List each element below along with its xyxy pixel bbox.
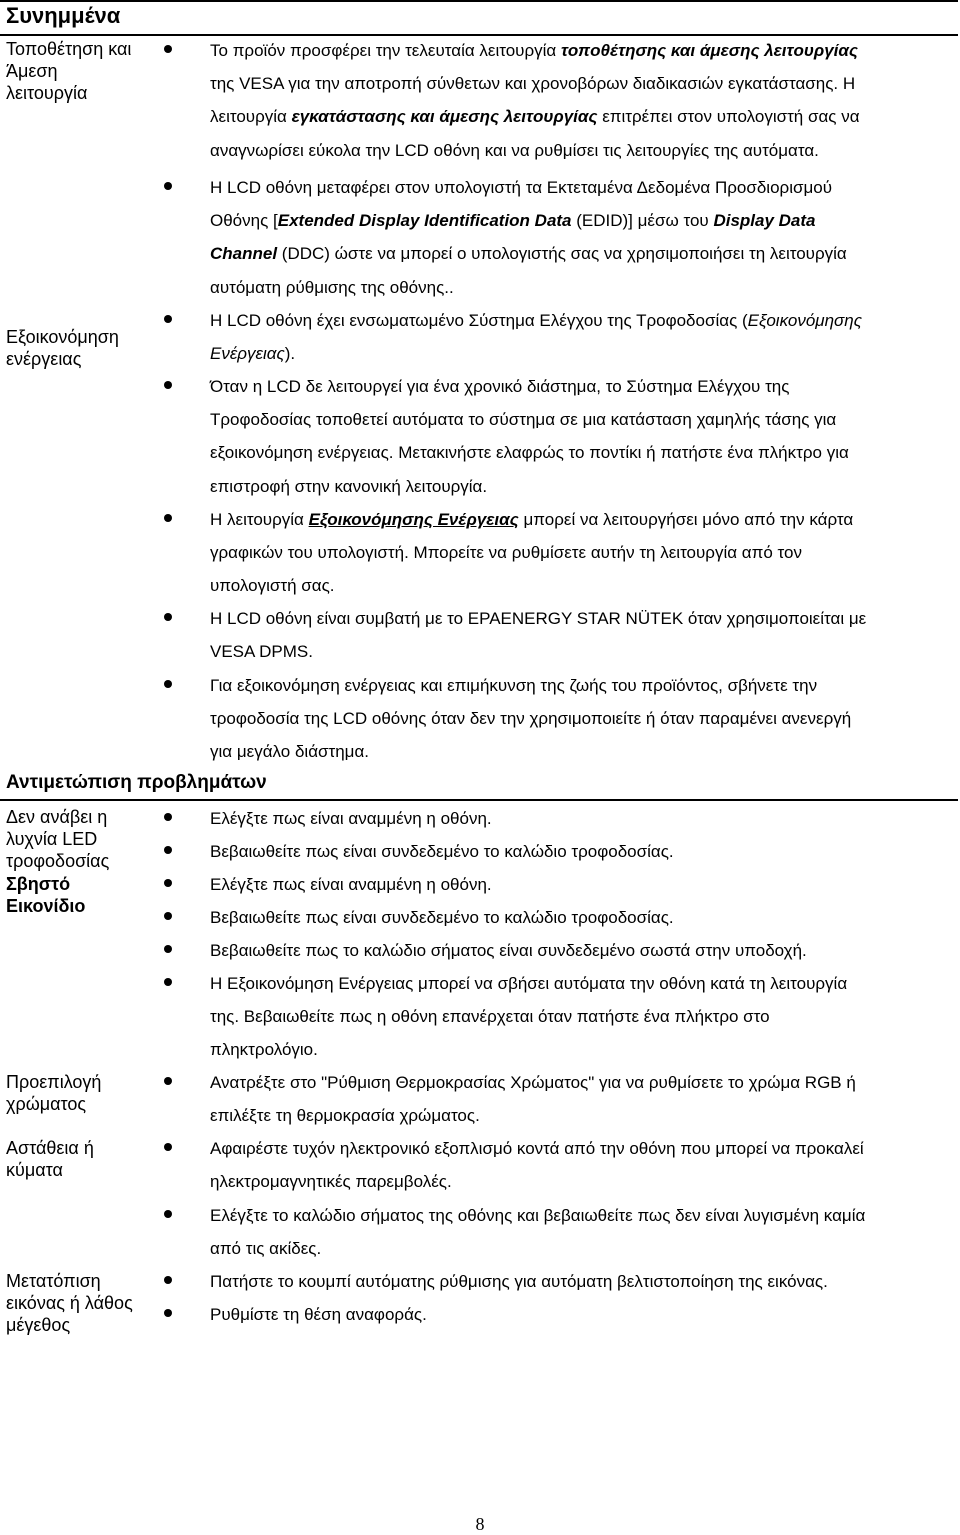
text-line: VESA DPMS. — [210, 642, 313, 661]
bullet-icon — [164, 680, 172, 688]
text-line: Για εξοικονόμηση ενέργειας και επιμήκυνση της ζωής του προϊόντος, σβήνετε την — [210, 676, 818, 695]
page-number: 8 — [475, 1514, 485, 1534]
section-rule — [0, 34, 958, 36]
bullet-icon — [164, 1077, 172, 1085]
bullet-icon — [164, 846, 172, 854]
text-line: Τροφοδοσίας τοποθετεί αυτόματα το σύστημα σε μια κατάσταση χαμηλής τάσης για — [210, 410, 837, 429]
section-rule — [0, 799, 958, 801]
label-plug-and-play: Τοποθέτηση και Άμεση λειτουργία — [6, 39, 132, 103]
text-line: Channel (DDC) ώστε να μπορεί ο υπολογιστής σας να χρησιμοποιήσει τη λειτουργία — [210, 244, 847, 263]
text-line: για μεγάλο διάστημα. — [210, 742, 370, 761]
text-line: υπολογιστή σας. — [210, 576, 335, 595]
text-line: ηλεκτρομαγνητικές παρεμβολές. — [210, 1172, 452, 1191]
text-line: Η LCD οθόνη έχει ενσωματωμένο Σύστημα Ελέγχου της Τροφοδοσίας (Εξοικονόμησης — [210, 311, 862, 330]
bullet-icon — [164, 182, 172, 190]
text-line: Βεβαιωθείτε πως είναι συνδεδεμένο το καλώδιο τροφοδοσίας. — [210, 842, 674, 861]
text-line: Η λειτουργία Εξοικονόμησης Ενέργειας μπορεί να λειτουργήσει μόνο από την κάρτα — [210, 510, 854, 529]
bullet-icon — [164, 1309, 172, 1317]
text-line: αναγνωρίσει εύκολα την LCD οθόνη και να ρυθμίσει τις λειτουργίες της αυτόματα. — [210, 141, 819, 160]
text-line: λειτουργία εγκατάστασης και άμεσης λειτουργίας επιτρέπει στον υπολογιστή σας να — [210, 107, 860, 126]
text-line: Βεβαιωθείτε πως το καλώδιο σήματος είναι συνδεδεμένο σωστά στην υποδοχή. — [210, 941, 807, 960]
label-color-preset: Προεπιλογή χρώματος — [6, 1072, 102, 1114]
text-line: αυτόματη ρύθμισης της οθόνης.. — [210, 278, 454, 297]
section-title-troubleshooting: Αντιμετώπιση προβλημάτων — [6, 772, 267, 793]
bullet-icon — [164, 912, 172, 920]
bullet-icon — [164, 813, 172, 821]
bullet-icon — [164, 45, 172, 53]
text-line: της VESA για την αποτροπή σύνθετων και χρονοβόρων διαδικασιών εγκατάστασης. Η — [210, 74, 856, 93]
text-line: Ελέγξτε πως είναι αναμμένη η οθόνη. — [210, 809, 492, 828]
bullet-icon — [164, 945, 172, 953]
text-line: πληκτρολόγιο. — [210, 1040, 318, 1059]
text-line: Όταν η LCD δε λειτουργεί για ένα χρονικό διάστημα, το Σύστημα Ελέγχου της — [210, 377, 790, 396]
bullet-icon — [164, 1210, 172, 1218]
text-line: εξοικονόμηση ενέργειας. Μετακινήστε ελαφρώς το ποντίκι ή πατήστε ένα πλήκτρο για — [210, 443, 849, 462]
bullet-icon — [164, 1276, 172, 1284]
text-line: Πατήστε το κουμπί αυτόματης ρύθμισης για αυτόματη βελτιστοποίηση της εικόνας. — [210, 1272, 828, 1291]
section-title-attachments: Συνημμένα — [6, 3, 121, 28]
label-power-saving: Εξοικονόμηση ενέργειας — [6, 327, 119, 369]
text-line: Ρυθμίστε τη θέση αναφοράς. — [210, 1305, 427, 1324]
text-line: Ελέγξτε το καλώδιο σήματος της οθόνης και βεβαιωθείτε πως δεν είναι λυγισμένη καμία — [210, 1206, 866, 1225]
text-line: Αφαιρέστε τυχόν ηλεκτρονικό εξοπλισμό κοντά από την οθόνη που μπορεί να προκαλεί — [210, 1139, 864, 1158]
text-line: της. Βεβαιωθείτε πως η οθόνη επανέρχεται όταν πατήστε ένα πλήκτρο στο — [210, 1007, 770, 1026]
label-blank-image: Σβηστό Εικονίδιο — [6, 874, 86, 916]
bullet-icon — [164, 315, 172, 323]
text-line: Οθόνης [Extended Display Identification Data (EDID)] μέσω του Display Data — [210, 211, 816, 230]
top-rule — [0, 0, 958, 2]
text-line: Το προϊόν προσφέρει την τελευταία λειτουργία τοποθέτησης και άμεσης λειτουργίας — [210, 41, 858, 60]
bullet-icon — [164, 1143, 172, 1151]
text-line: Η LCD οθόνη μεταφέρει στον υπολογιστή τα Εκτεταμένα Δεδομένα Προσδιορισμού — [210, 178, 833, 197]
text-line: επιστροφή στην κανονική λειτουργία. — [210, 477, 488, 496]
text-line: Βεβαιωθείτε πως είναι συνδεδεμένο το καλώδιο τροφοδοσίας. — [210, 908, 674, 927]
bullet-icon — [164, 613, 172, 621]
text-line: Η Εξοικονόμηση Ενέργειας μπορεί να σβήσει αυτόματα την οθόνη κατά τη λειτουργία — [210, 974, 848, 993]
text-line: επιλέξτε τη θερμοκρασία χρώματος. — [210, 1106, 480, 1125]
bullet-icon — [164, 381, 172, 389]
label-no-power-led: Δεν ανάβει η λυχνία LED τροφοδοσίας — [6, 807, 110, 871]
label-image-shift: Μετατόπιση εικόνας ή λάθος μέγεθος — [6, 1271, 133, 1335]
label-instability: Αστάθεια ή κύματα — [6, 1138, 94, 1180]
text-line: Ελέγξτε πως είναι αναμμένη η οθόνη. — [210, 875, 492, 894]
text-line: γραφικών του υπολογιστή. Μπορείτε να ρυθμίσετε αυτήν τη λειτουργία από τον — [210, 543, 802, 562]
bullet-icon — [164, 978, 172, 986]
text-line: Η LCD οθόνη είναι συμβατή με το EPAENERGY STAR NÜTEK όταν χρησιμοποιείται με — [210, 609, 867, 628]
bullet-icon — [164, 879, 172, 887]
text-line: Ανατρέξτε στο "Ρύθμιση Θερμοκρασίας Χρώματος" για να ρυθμίσετε το χρώμα RGB ή — [210, 1073, 856, 1092]
text-line: τροφοδοσία της LCD οθόνης όταν δεν την χρησιμοποιείτε ή όταν παραμένει ανενεργή — [210, 709, 852, 728]
text-line: από τις ακίδες. — [210, 1239, 322, 1258]
bullet-icon — [164, 514, 172, 522]
text-line: Ενέργειας). — [210, 344, 296, 363]
